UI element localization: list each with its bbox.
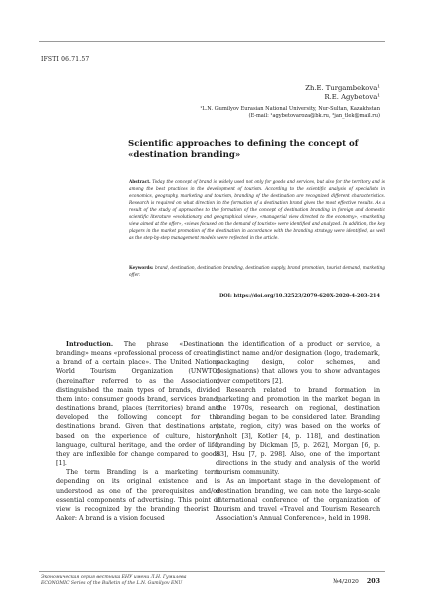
keywords-label: Keywords:	[129, 266, 154, 271]
journal-name	[41, 575, 186, 588]
keywords	[129, 266, 385, 280]
issue-number: №4/2020	[332, 579, 359, 585]
paragraph	[56, 340, 220, 468]
affiliation-line: ¹L.N. Gumilyov Eurasian National University, Nur-Sultan, Kazakhstan	[200, 106, 380, 112]
paragraph: The term Branding is a marketing term depending on its original existence and is understood as one of the prerequisites and/or essential components of advertising. This point of view is recognized by the branding theorist D. Aaker: A brand is a vision focused	[56, 469, 220, 522]
doi-link[interactable]: DOI: https://doi.org/10.32523/2079-620X-2020-4-203-214	[218, 293, 380, 299]
paragraph: As an important stage in the development of destination branding, we can note the large-scale international conference of the organization of tourism and travel «Travel and Tourism Research Association's Annual Conference», held in 1998.	[216, 478, 380, 522]
journal-name-en: ECONOMIC Series of the Bulletin of the L.N. Gumilyov ENU	[41, 581, 183, 587]
udc-code: IFSTI 06.71.57	[41, 56, 90, 63]
paragraph: Research related to brand formation in marketing and promotion in the market began in the 1970s, research on regional, destination branding began to be considered later. Branding (state, region, city) was based on the works of Anholt [3], Kotler [4, p. 118], and destination branding by Dickman [5, p. 262], Morgan [6, p. 83], Hsu [7, p. 298]. Also, one of the important directions in the study and analysis of the world tourism community.	[216, 386, 380, 477]
abstract	[129, 180, 385, 243]
footer-rule	[39, 571, 385, 572]
body-column-left	[56, 340, 220, 523]
issue-info	[333, 578, 380, 585]
author-name: R.E. Agybetova¹	[324, 93, 380, 101]
article-title: Scientific approaches to defining the concept of «destination branding»	[128, 139, 359, 161]
author-name: Zh.E. Turgambekova¹	[305, 84, 380, 92]
body-column-right	[216, 340, 380, 523]
page-number: 203	[366, 578, 380, 585]
affiliation-email: (E-mail: ¹agybetovaroza@bk.ru, ²jan_tlek@mail.ru)	[248, 113, 380, 120]
affiliation	[200, 106, 380, 120]
abstract-text: Today the concept of brand is widely used not only for goods and services, but also for the territory and is among the best practices in the development of tourism. According to the scientific analysis of specialists in economics, geography, marketing and tourism, branding of the destination are recognized different characteristics. Research is required on what direction in the formation of a destination brand gives the most effective results. As a result of the study of approaches to the formation of the concept of destination branding in foreign and domestic scientific literature «evolutionary and geographical view», «managerial view directed to the economy», «marketing view aimed at the offer», «views focused on the demand of tourists» were identified and analyzed. In addition, the key players in the market promotion of the destination in accordance with the branding strategy were identified, as well as the step-by-step management models were reflected in the article.	[129, 180, 385, 241]
paragraph: on the identification of a product or service, a distinct name and/or designation (logo, trademark, packaging design, color schemes, and designations) that allows you to show advantages over competitors [2].	[216, 341, 380, 385]
author-list	[305, 84, 380, 102]
paragraph-text: The phrase «Destination branding» means «professional process of creating a brand of a certain place». The United Nations World Tourism Organization (UNWTO) (hereinafter referred to as the Association) distinguished the main types of brands, divided them into: consumer goods brand, services brand, destinations brand, places (territories) brand and developed the following concept for the destinations brand. Given that destinations are based on the experience of culture, history, language, cultural heritage, and the order of life, they are inflexible for change compared to goods [1].	[56, 341, 220, 468]
header-rule	[39, 41, 385, 42]
journal-name-ru: Экономическая серия вестника ЕНУ имени Л.Н. Гумилева	[41, 575, 187, 580]
keywords-text: brand, destination, destination branding, destination supply, brand promotion, tourist demand, marketing offer.	[129, 266, 385, 278]
abstract-label: Abstract.	[129, 180, 151, 185]
section-heading-introduction: Introduction.	[66, 341, 114, 348]
